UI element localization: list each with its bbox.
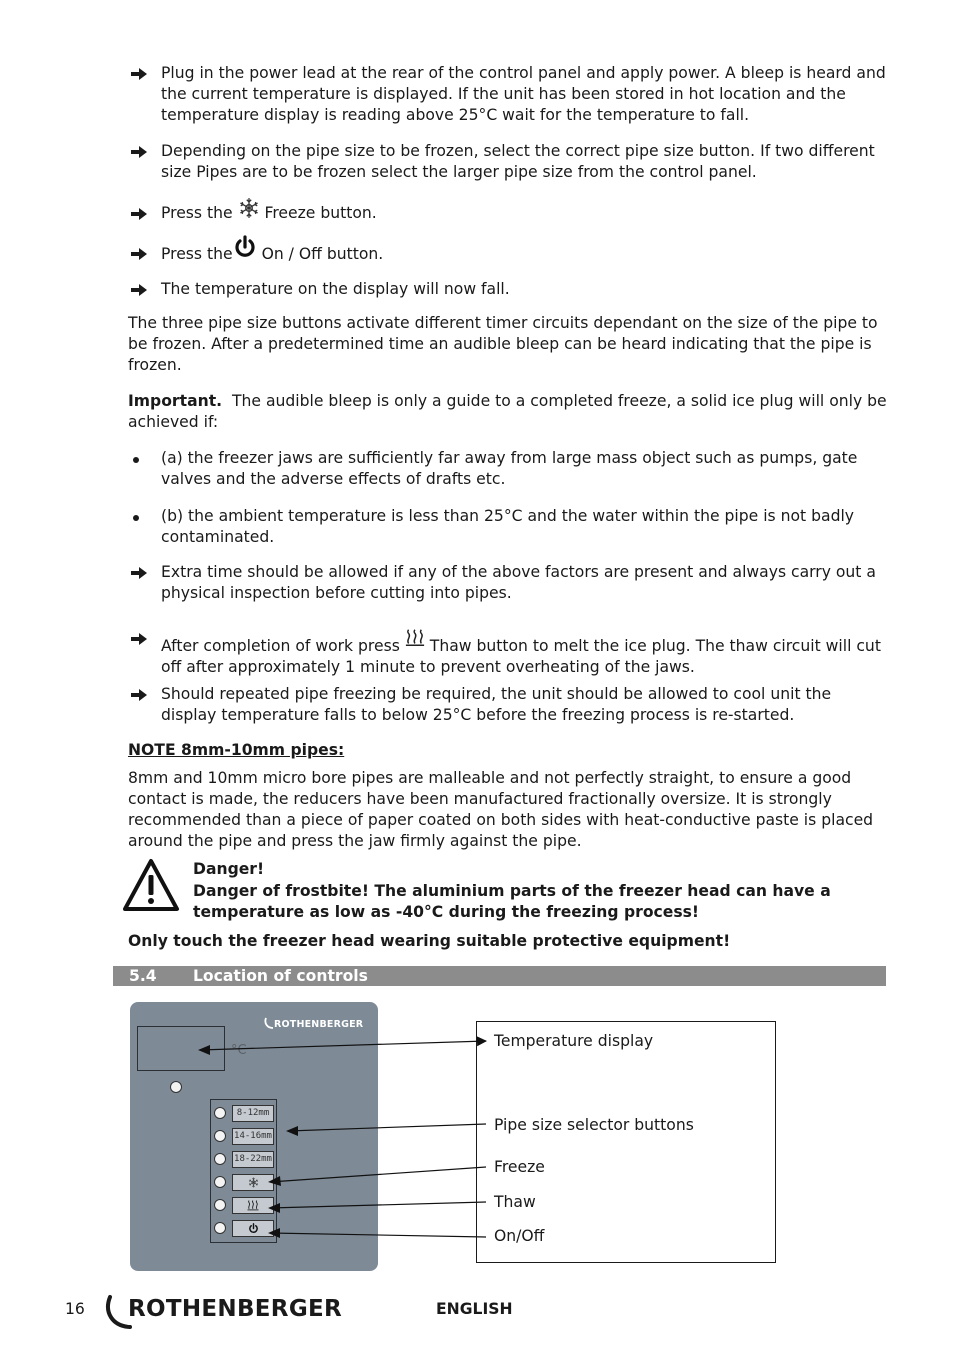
leader-on-off [270,1233,486,1237]
step-text: The temperature on the display will now fall. [161,280,510,298]
step-text: Thaw button to melt the ice plug. The thaw circuit will cut off after approximately 1 minute to prevent overheating of the jaws. [161,637,881,676]
callout-freeze: Freeze [494,1158,545,1176]
condition-text: (a) the freezer jaws are sufficiently far away from large mass object such as pumps, gate valves and the adverse effects of drafts etc. [161,449,858,488]
step-text: On / Off button. [261,245,384,263]
step-text: Extra time should be allowed if any of the above factors are present and always carry out a physical inspection before cutting into pipes. [161,563,876,602]
leader-pipe-size [288,1124,486,1131]
button-label: 8-12mm [232,1105,274,1122]
callout-thaw: Thaw [494,1193,536,1211]
step-text: Freeze button. [264,204,377,222]
condition-text: (b) the ambient temperature is less than 25°C and the water within the pipe is not badly contaminated. [161,507,855,546]
note-title: NOTE 8mm-10mm pipes: [128,741,345,759]
timer-paragraph: The three pipe size buttons activate different timer circuits dependant on the size of the pipe to be frozen. After a predetermined time an audible bleep can be heard indicating that the pipe is frozen. [128,314,878,374]
step-text: Press the [161,204,233,222]
leader-freeze [270,1167,486,1182]
callout-on-off: On/Off [494,1227,545,1245]
leader-temperature-display [200,1041,486,1050]
leader-thaw [270,1202,486,1208]
important-text: The audible bleep is only a guide to a completed freeze, a solid ice plug will only be achieved if: [128,392,887,431]
step-text: Plug in the power lead at the rear of the control panel and apply power. A bleep is heard and the current temperature is displayed. If the unit has been stored in hot location and the temperature display is reading above 25°C wait for the temperature to fall. [161,64,886,124]
button-label: 14-16mm [232,1128,274,1145]
danger-footer: Only touch the freezer head wearing suitable protective equipment! [128,932,731,950]
footer-brand-text: ROTHENBERGER [128,1296,343,1322]
temperature-unit: °C [231,1043,247,1058]
danger-text: Danger of frostbite! The aluminium parts of the freezer head can have a temperature as low as -40°C during the freezing process! [193,882,831,921]
important-label: Important. [128,392,223,410]
step-text: Depending on the pipe size to be frozen, select the correct pipe size button. If two different size Pipes are to be frozen select the larger pipe size from the control panel. [161,142,875,181]
button-label: 18-22mm [232,1151,274,1168]
step-text: Press the [161,245,233,263]
panel-brand-text: ROTHENBERGER [274,1019,364,1030]
callout-temperature-display: Temperature display [494,1032,654,1050]
callout-pipe-size-selector: Pipe size selector buttons [494,1116,694,1134]
step-text: Should repeated pipe freezing be required, the unit should be allowed to cool unit the display temperature falls to below 25°C before the freezing process is re-started. [161,685,832,724]
section-number: 5.4 [129,967,157,985]
footer-language: ENGLISH [436,1300,513,1318]
section-title: Location of controls [193,967,368,985]
danger-title: Danger! [193,860,265,878]
page-number: 16 [65,1300,85,1318]
note-text: 8mm and 10mm micro bore pipes are malleable and not perfectly straight, to ensure a good contact is made, the reducers have been manufactured fractionally oversize. It is strongly recommended than a piece of paper coated on both sides with heat-conductive paste is placed around the pipe and press the jaw firmly against the pipe. [128,769,874,850]
step-text: After completion of work press [161,637,400,655]
